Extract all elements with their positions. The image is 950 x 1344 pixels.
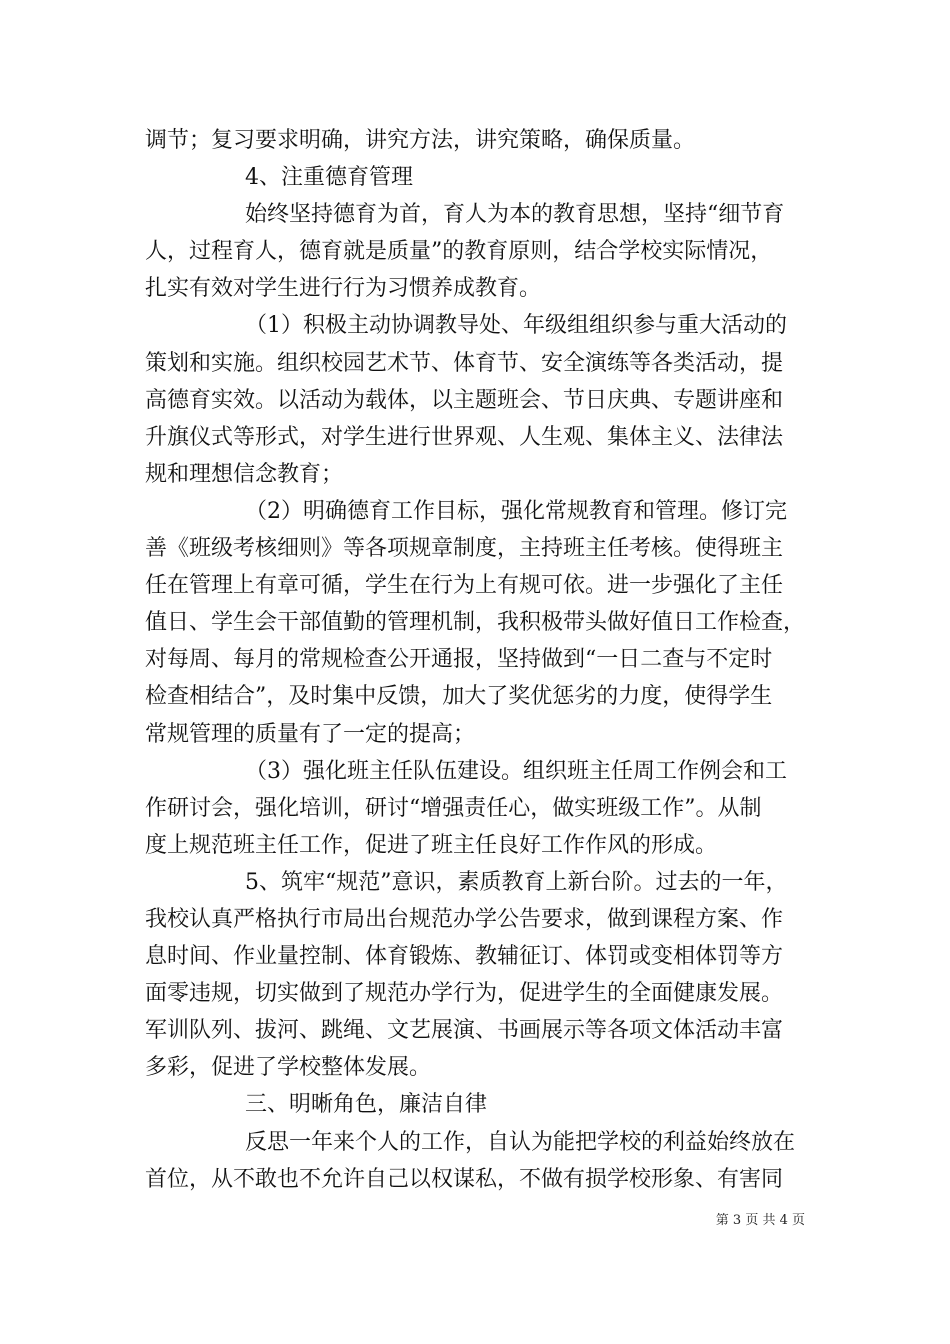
text-line: 常规管理的质量有了一定的提高； xyxy=(145,721,476,747)
text-line: 值日、学生会干部值勤的管理机制，我积极带头做好值日工作检查， xyxy=(145,610,806,636)
text-line: 规和理想信念教育； xyxy=(145,461,344,487)
text-line: 人，过程育人，德育就是质量”的教育原则，结合学校实际情况， xyxy=(145,239,773,265)
text-line: 度上规范班主任工作，促进了班主任良好工作作风的形成。 xyxy=(145,832,718,858)
text-line: 策划和实施。组织校园艺术节、体育节、安全演练等各类活动，提 xyxy=(145,350,784,376)
text-line: （2）明确德育工作目标，强化常规教育和管理。修订完 xyxy=(245,498,787,524)
text-line: 三、明晰角色，廉洁自律 xyxy=(245,1092,488,1118)
text-line: 多彩，促进了学校整体发展。 xyxy=(145,1055,432,1081)
text-line: 军训队列、拔河、跳绳、文艺展演、书画展示等各项文体活动丰富 xyxy=(145,1018,784,1044)
text-line: 作研讨会，强化培训，研讨“增强责任心，做实班级工作”。从制 xyxy=(145,795,762,821)
text-line: 高德育实效。以活动为载体，以主题班会、节日庆典、专题讲座和 xyxy=(145,387,784,413)
text-line: 调节；复习要求明确，讲究方法，讲究策略，确保质量。 xyxy=(145,128,696,153)
text-line: 息时间、作业量控制、体育锻炼、教辅征订、体罚或变相体罚等方 xyxy=(145,944,784,970)
text-line: 首位，从不敢也不允许自己以权谋私，不做有损学校形象、有害同 xyxy=(145,1166,784,1192)
text-line: 5、筑牢“规范”意识，素质教育上新台阶。过去的一年， xyxy=(245,869,788,895)
text-line: 升旗仪式等形式，对学生进行世界观、人生观、集体主义、法律法 xyxy=(145,424,784,450)
text-line: 扎实有效对学生进行行为习惯养成教育。 xyxy=(145,276,542,302)
text-line: 面零违规，切实做到了规范办学行为，促进学生的全面健康发展。 xyxy=(145,981,784,1007)
text-line: 检查相结合”，及时集中反馈，加大了奖优惩劣的力度，使得学生 xyxy=(145,684,773,710)
text-line: 对每周、每月的常规检查公开通报，坚持做到“一日二查与不定时 xyxy=(145,647,773,673)
text-line: 始终坚持德育为首，育人为本的教育思想，坚持“细节育 xyxy=(245,202,785,228)
text-line: 任在管理上有章可循，学生在行为上有规可依。进一步强化了主任 xyxy=(145,573,784,599)
page-number-footer: 第 3 页 共 4 页 xyxy=(715,1213,805,1228)
text-line: 我校认真严格执行市局出台规范办学公告要求，做到课程方案、作 xyxy=(145,906,784,932)
text-line: （1）积极主动协调教导处、年级组组织参与重大活动的 xyxy=(245,313,787,339)
text-line: 善《班级考核细则》等各项规章制度，主持班主任考核。使得班主 xyxy=(145,536,784,562)
text-line: 反思一年来个人的工作，自认为能把学校的利益始终放在 xyxy=(245,1129,796,1155)
text-line: （3）强化班主任队伍建设。组织班主任周工作例会和工 xyxy=(245,758,787,784)
document-body xyxy=(145,122,820,1198)
text-line: 4、注重德育管理 xyxy=(245,165,413,191)
